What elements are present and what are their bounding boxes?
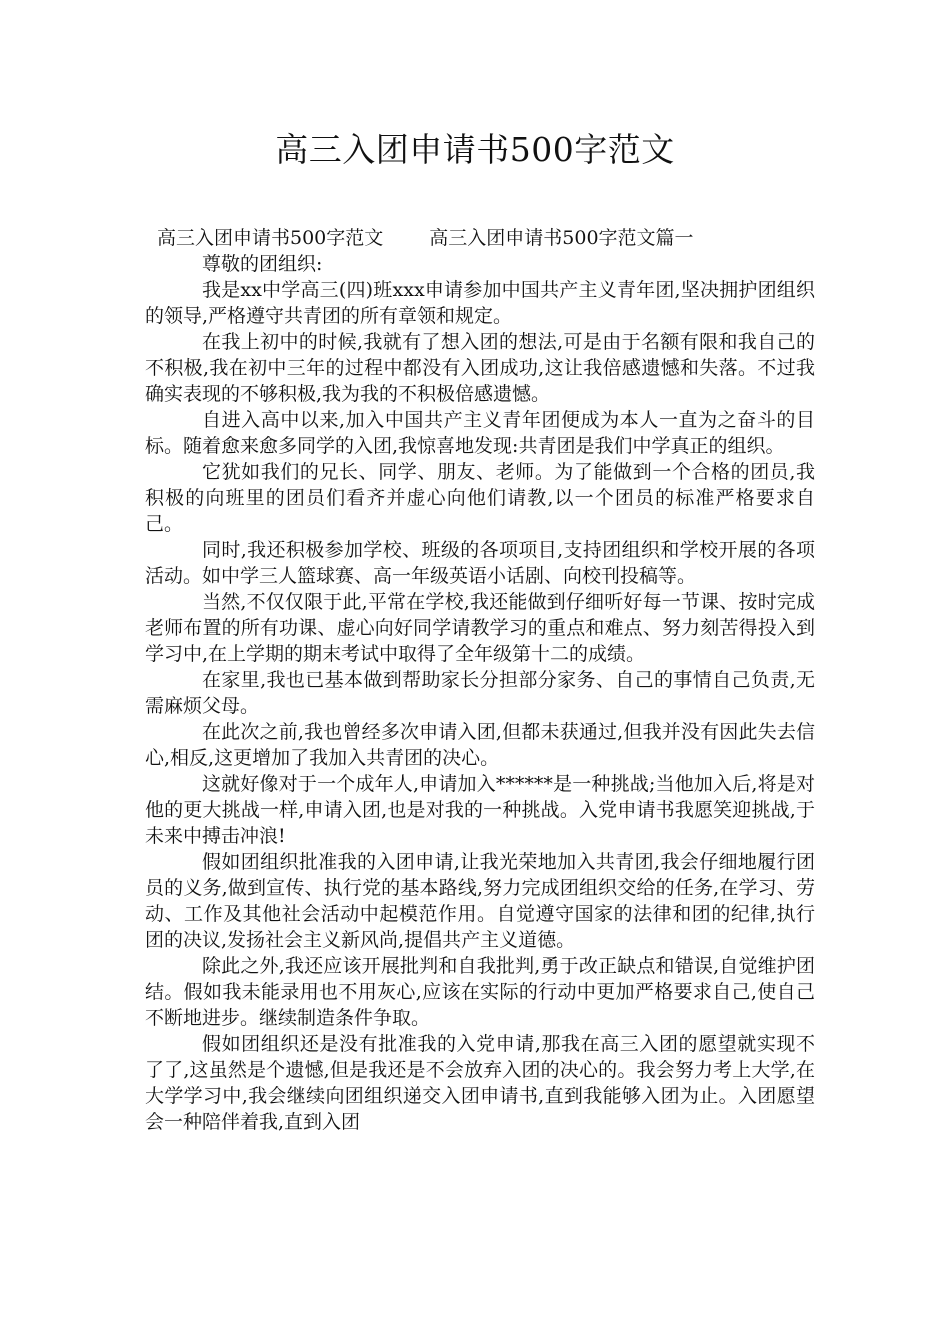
paragraph: 自进入高中以来,加入中国共产主义青年团便成为本人一直为之奋斗的目标。随着愈来愈多同学的入团,我惊喜地发现:共青团是我们中学真正的组织。 [145, 409, 815, 457]
paragraph: 除此之外,我还应该开展批判和自我批判,勇于改正缺点和错误,自觉维护团结。假如我未能录用也不用灰心,应该在实际的行动中更加严格要求自己,使自己不断地进步。继续制造条件争取。 [145, 955, 815, 1029]
paragraph: 在我上初中的时候,我就有了想入团的想法,可是由于名额有限和我自己的不积极,我在初中三年的过程中都没有入团成功,这让我倍感遗憾和失落。不过我确实表现的不够积极,我为我的不积极倍感遗憾。 [145, 331, 815, 405]
paragraph: 这就好像对于一个成年人,申请加入******是一种挑战;当他加入后,将是对他的更大挑战一样,申请入团,也是对我的一种挑战。入党申请书我愿笑迎挑战,于未来中搏击冲浪! [145, 773, 815, 847]
document-body [145, 225, 815, 1135]
paragraph: 当然,不仅仅限于此,平常在学校,我还能做到仔细听好每一节课、按时完成老师布置的所有功课、虚心向好同学请教学习的重点和难点、努力刻苦得投入到学习中,在上学期的期末考试中取得了全年级第十二的成绩。 [145, 591, 815, 665]
subheading-line [145, 225, 815, 251]
paragraph: 它犹如我们的兄长、同学、朋友、老师。为了能做到一个合格的团员,我积极的向班里的团员们看齐并虚心向他们请教,以一个团员的标准严格要求自己。 [145, 461, 815, 535]
paragraph: 在家里,我也已基本做到帮助家长分担部分家务、自己的事情自己负责,无需麻烦父母。 [145, 669, 815, 717]
salutation: 尊敬的团组织: [202, 253, 323, 275]
paragraph: 假如团组织批准我的入团申请,让我光荣地加入共青团,我会仔细地履行团员的义务,做到宣传、执行党的基本路线,努力完成团组织交给的任务,在学习、劳动、工作及其他社会活动中起模范作用。自觉遵守国家的法律和团的纪律,执行团的决议,发扬社会主义新风尚,提倡共产主义道德。 [145, 851, 815, 951]
paragraph: 在此次之前,我也曾经多次申请入团,但都未获通过,但我并没有因此失去信心,相反,这更增加了我加入共青团的决心。 [145, 721, 815, 769]
paragraph: 我是xx中学高三(四)班xxx申请参加中国共产主义青年团,坚决拥护团组织的领导,严格遵守共青团的所有章领和规定。 [145, 279, 815, 327]
subheading-right: 高三入团申请书500字范文篇一 [429, 227, 694, 249]
paragraph: 同时,我还积极参加学校、班级的各项项目,支持团组织和学校开展的各项活动。如中学三人篮球赛、高一年级英语小话剧、向校刊投稿等。 [145, 539, 815, 587]
paragraph: 假如团组织还是没有批准我的入党申请,那我在高三入团的愿望就实现不了了,这虽然是个遗憾,但是我还是不会放弃入团的决心的。我会努力考上大学,在大学学习中,我会继续向团组织递交入团申请书,直到我能够入团为止。入团愿望会一种陪伴着我,直到入团 [145, 1033, 815, 1133]
subheading-left: 高三入团申请书500字范文 [157, 227, 384, 249]
document-title: 高三入团申请书500字范文 [275, 130, 675, 169]
